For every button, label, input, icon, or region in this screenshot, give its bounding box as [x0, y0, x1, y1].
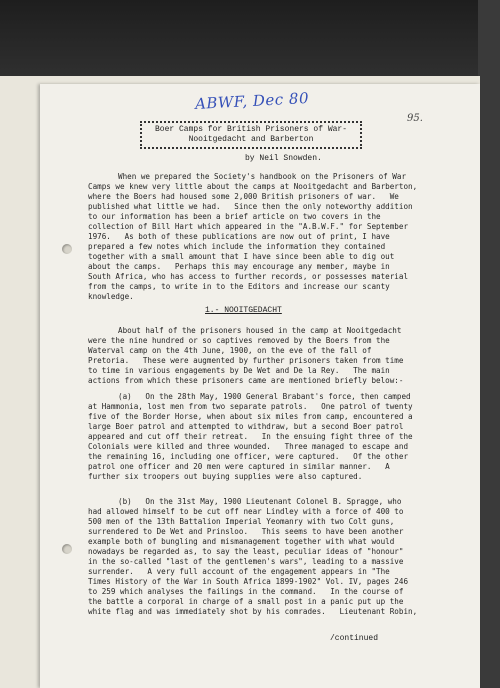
text-line: further six troopers out buying supplies were also captured. [88, 472, 363, 481]
text-line: actions from which these prisoners came are mentioned briefly below:- [88, 376, 404, 385]
text-line: 500 men of the 13th Battalion Imperial Yeomanry with two Colt guns, [88, 517, 395, 526]
continued-note: /continued [330, 634, 379, 643]
text-line: together with a small amount that I have since been able to dig out [88, 252, 395, 261]
text-line: appeared and cut off their retreat. In the ensuing fight three of the [88, 432, 413, 441]
intro-paragraph [88, 172, 460, 302]
text-line: 1976. As both of these publications are now out of print, I have [88, 232, 390, 241]
text-line: were the nine hundred or so captives removed by the Boers from the [88, 336, 390, 345]
text-line: knowledge. [88, 292, 134, 301]
text-line: where the Boers had housed some 2,000 British prisoners of war. We [88, 192, 399, 201]
text-line: example both of bungling and mismanagement together with what would [88, 537, 395, 546]
text-line: to 259 which analyses the failings in the command. In the course of [88, 587, 404, 596]
body-paragraph-1 [88, 326, 460, 386]
text-line: Colonials were killed and three wounded. Three managed to escape and [88, 442, 409, 451]
text-line: surrendered to De Wet and Prinsloo. This seems to have been another [88, 527, 404, 536]
text-line: had allowed himself to be cut off near Lindley with a force of 400 to [88, 507, 404, 516]
section-heading: 1.- NOOITGEDACHT [205, 306, 282, 315]
text-line: to our information has been a brief article on two covers in the [88, 212, 381, 221]
text-line: about the camps. Perhaps this may encourage any member, maybe in [88, 262, 390, 271]
text-line: surrender. A very full account of the engagement appears in "The [88, 567, 390, 576]
article-title-line1: Boer Camps for British Prisoners of War- [154, 125, 348, 134]
text-line: five of the Border Horse, when about six miles from camp, encountered a [88, 412, 413, 421]
text-line: the battle a corporal in charge of a small post in a panic put up the [88, 597, 404, 606]
text-line: from the camps, to write in to the Editors and increase our scanty [88, 282, 390, 291]
article-title-line2: Nooitgedacht and Barberton [188, 135, 314, 144]
text-line: Pretoria. These were augmented by further prisoners taken from time [88, 356, 404, 365]
text-line: the remaining 16, including one officer, were captured. Of the other [88, 452, 409, 461]
article-title-box [140, 121, 362, 149]
text-line: (a) On the 28th May, 1900 General Brabant's force, then camped [118, 392, 411, 401]
body-paragraph-a [88, 392, 460, 482]
text-line: South Africa, who has access to further records, or possesses material [88, 272, 409, 281]
punch-hole [62, 544, 72, 554]
text-line: nowadays be regarded as, to say the least, peculiar ideas of "honour" [88, 547, 404, 556]
text-line: to time in various engagements by De Wet and De la Rey. The main [88, 366, 390, 375]
text-line: white flag and was immediately shot by his comrades. Lieutenant Robin, [88, 607, 418, 616]
text-line: When we prepared the Society's handbook on the Prisoners of War [118, 172, 407, 181]
text-line: prepared a few notes which include the information they contained [88, 242, 386, 251]
text-line: Times History of the War in South Africa 1899-1902" Vol. IV, pages 246 [88, 577, 409, 586]
text-line: collection of Bill Hart which appeared in the "A.B.W.F." for September [88, 222, 409, 231]
text-line: Waterval camp on the 4th June, 1900, on the eve of the fall of [88, 346, 372, 355]
scanner-backdrop-edge [478, 0, 500, 688]
text-line: at Hammonia, lost men from two separate patrols. One patrol of twenty [88, 402, 413, 411]
handwritten-annotation: ABWF, Dec 80 [194, 89, 310, 113]
text-line: patrol one officer and 20 men were captured in similar manner. A [88, 462, 390, 471]
text-line: published what little we had. Since then the only noteworthy addition [88, 202, 413, 211]
text-line: About half of the prisoners housed in the camp at Nooitgedacht [118, 326, 402, 335]
scanner-backdrop [0, 0, 500, 80]
text-line: Camps we knew very little about the camps at Nooitgedacht and Barberton, [88, 182, 418, 191]
author-byline: by Neil Snowden. [245, 154, 322, 163]
text-line: (b) On the 31st May, 1900 Lieutenant Colonel B. Spragge, who [118, 497, 402, 506]
text-line: in the so-called "last of the gentlemen's wars", leading to a massive [88, 557, 404, 566]
page-number: 95. [407, 113, 423, 124]
body-paragraph-b [88, 497, 460, 617]
punch-hole [62, 244, 72, 254]
text-line: large Boer patrol and attempted to withdraw, but a second Boer patrol [88, 422, 404, 431]
